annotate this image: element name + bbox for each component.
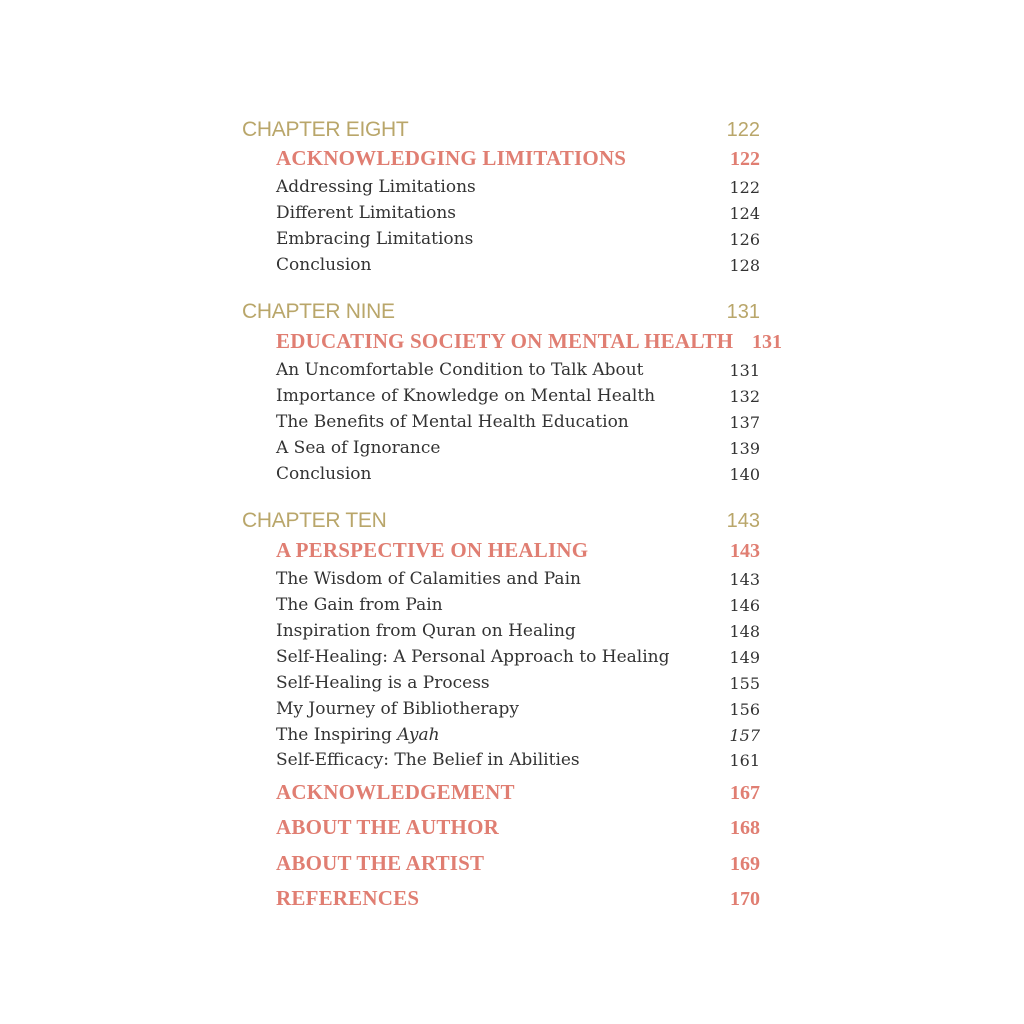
toc-entry: Self-Healing: A Personal Approach to Healing xyxy=(276,647,670,667)
toc-entry-page: 122 xyxy=(729,178,760,197)
toc-entry: Importance of Knowledge on Mental Health xyxy=(276,386,656,406)
back-matter-title: ABOUT THE AUTHOR xyxy=(276,815,499,839)
chapter-heading: CHAPTER EIGHT xyxy=(242,118,409,141)
toc-entry xyxy=(276,727,440,744)
toc-entry-page: 131 xyxy=(729,361,760,380)
toc-entry: A Sea of Ignorance xyxy=(276,438,441,458)
toc-entry: The Gain from Pain xyxy=(276,595,443,615)
back-matter-title: ABOUT THE ARTIST xyxy=(276,851,485,875)
toc-entry: The Wisdom of Calamities and Pain xyxy=(276,569,581,589)
toc-entry: Self-Healing is a Process xyxy=(276,673,490,693)
toc-entry-page: 139 xyxy=(729,439,760,458)
section-title: ACKNOWLEDGING LIMITATIONS xyxy=(276,146,627,170)
back-matter-page: 167 xyxy=(730,782,760,804)
toc-entry-page: 137 xyxy=(729,413,760,432)
toc-entry: Different Limitations xyxy=(276,203,457,223)
toc-entry-page: 157 xyxy=(729,726,760,745)
toc-entry: Addressing Limitations xyxy=(276,177,476,197)
section-title: EDUCATING SOCIETY ON MENTAL HEALTH xyxy=(276,329,734,353)
toc-entry-page: 161 xyxy=(729,751,760,770)
section-page-number: 143 xyxy=(730,540,760,562)
toc-entry: My Journey of Bibliotherapy xyxy=(276,699,519,719)
back-matter-page: 170 xyxy=(730,888,760,910)
toc-entry-page: 124 xyxy=(729,204,760,223)
toc-entry-page: 156 xyxy=(729,700,760,719)
toc-entry: Conclusion xyxy=(276,464,372,484)
chapter-page-number: 131 xyxy=(726,301,760,323)
section-title: A PERSPECTIVE ON HEALING xyxy=(276,538,589,562)
chapter-heading: CHAPTER NINE xyxy=(242,300,395,323)
toc-entry-page: 146 xyxy=(729,596,760,615)
chapter-page-number: 122 xyxy=(726,119,760,141)
toc-entry: Self-Efficacy: The Belief in Abilities xyxy=(276,750,580,770)
back-matter-page: 168 xyxy=(730,817,760,839)
back-matter-title: REFERENCES xyxy=(276,886,420,910)
chapter-heading: CHAPTER TEN xyxy=(242,509,387,532)
toc-entry-page: 128 xyxy=(729,256,760,275)
toc-entry-page: 143 xyxy=(729,570,760,589)
toc-entry: Inspiration from Quran on Healing xyxy=(276,621,576,641)
toc-entry: Embracing Limitations xyxy=(276,229,474,249)
toc-entry-page: 148 xyxy=(729,622,760,641)
toc-entry: An Uncomfortable Condition to Talk About xyxy=(276,360,644,380)
chapter-page-number: 143 xyxy=(726,510,760,532)
toc-entry-label-italic: Ayah xyxy=(397,725,440,745)
back-matter-page: 169 xyxy=(730,853,760,875)
toc-entry-page: 126 xyxy=(729,230,760,249)
back-matter-title: ACKNOWLEDGEMENT xyxy=(276,780,515,804)
section-page-number: 131 xyxy=(752,331,782,353)
toc-entry-page: 132 xyxy=(729,387,760,406)
toc-entry: The Benefits of Mental Health Education xyxy=(276,412,629,432)
toc-entry-page: 149 xyxy=(729,648,760,667)
toc-entry-page: 155 xyxy=(729,674,760,693)
toc-entry-page: 140 xyxy=(729,465,760,484)
toc-entry-label: The Inspiring xyxy=(276,725,398,745)
section-page-number: 122 xyxy=(730,148,760,170)
toc-entry: Conclusion xyxy=(276,255,372,275)
